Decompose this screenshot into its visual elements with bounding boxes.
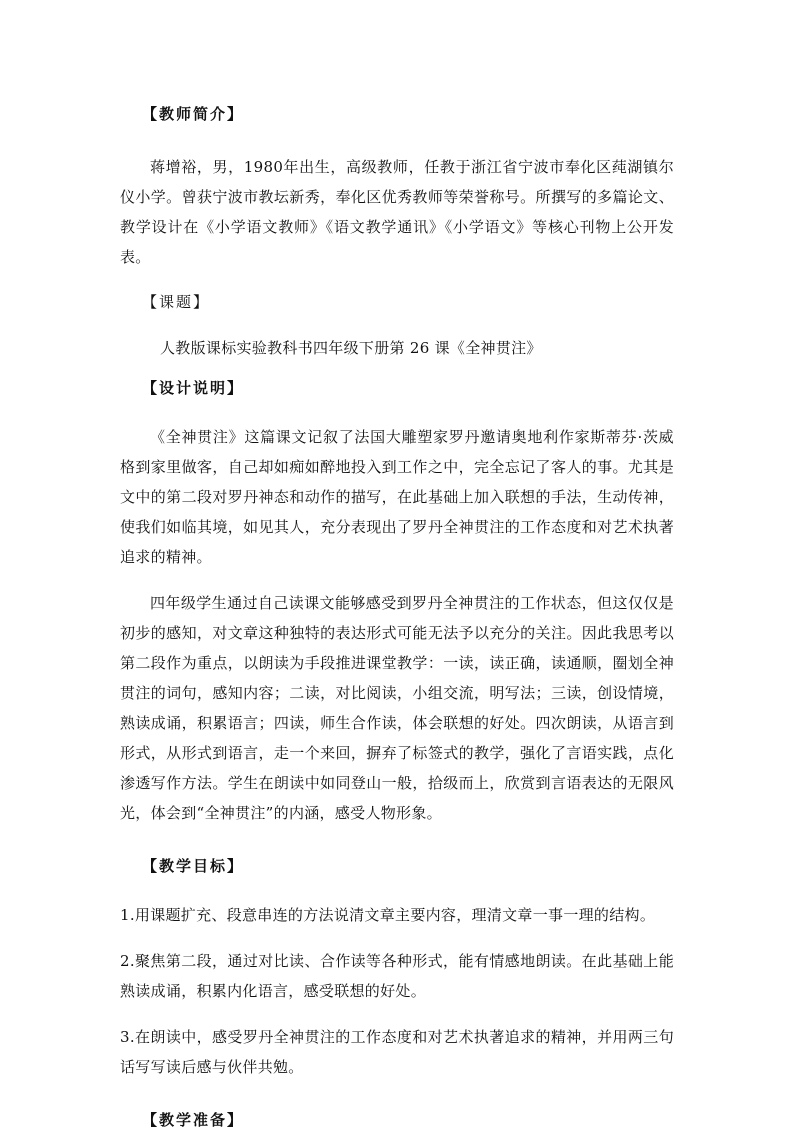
- preparation-heading: 【教学准备】: [142, 1111, 245, 1129]
- design-notes-paragraph: 四年级学生通过自己读课文能够感受到罗丹全神贯注的工作状态，但这仅仅是初步的感知，对文章这种独特的表达形式可能无法予以充分的关注。因此我思考以第二段作为重点，以朗读为手段推进课堂教学：一读，读正确，读通顺，圈划全神贯注的词句，感知内容；二读，对比阅读，小组交流，明写法；三读，创设情境，熟读成诵，积累语言；四读，师生合作读，体会联想的好处。四次朗读，从语言到形式，从形式到语言，走一个来回，摒弃了标签式的教学，强化了言语实践，点化渗透写作方法。学生在朗读中如同登山一般，拾级而上，欣赏到言语表达的无限风光，体会到“全神贯注”的内涵，感受人物形象。: [120, 594, 674, 822]
- topic-body: 人教版课标实验教科书四年级下册第 26 课《全神贯注》: [160, 339, 542, 357]
- teacher-intro-body: 蒋增裕，男，1980年出生，高级教师，任教于浙江省宁波市奉化区莼湖镇尔仪小学。曾获宁波市教坛新秀，奉化区优秀教师等荣誉称号。所撰写的多篇论文、教学设计在《小学语文教师》《语文教学通讯》《小学语文》等核心刊物上公开发表。: [120, 158, 674, 266]
- design-notes-heading: 【设计说明】: [142, 379, 245, 397]
- objectives-heading: 【教学目标】: [142, 857, 245, 875]
- objective-item: 3.在朗读中，感受罗丹全神贯注的工作态度和对艺术执著追求的精神，并用两三句话写写读后感与伙伴共勉。: [120, 1028, 674, 1076]
- objective-item: 2.聚焦第二段，通过对比读、合作读等各种形式，能有情感地朗读。在此基础上能熟读成诵，积累内化语言，感受联想的好处。: [120, 952, 674, 1000]
- teacher-intro-heading: 【教师简介】: [142, 105, 245, 123]
- objective-item: 1.用课题扩充、段意串连的方法说清文章主要内容，理清文章一事一理的结构。: [120, 906, 656, 924]
- design-notes-paragraph: 《全神贯注》这篇课文记叙了法国大雕塑家罗丹邀请奥地利作家斯蒂芬·茨威格到家里做客，自己却如痴如醉地投入到工作之中，完全忘记了客人的事。尤其是文中的第二段对罗丹神态和动作的描写，在此基础上加入联想的手法，生动传神，使我们如临其境，如见其人，充分表现出了罗丹全神贯注的工作态度和对艺术执著追求的精神。: [120, 428, 674, 566]
- topic-heading: 【课题】: [142, 293, 211, 311]
